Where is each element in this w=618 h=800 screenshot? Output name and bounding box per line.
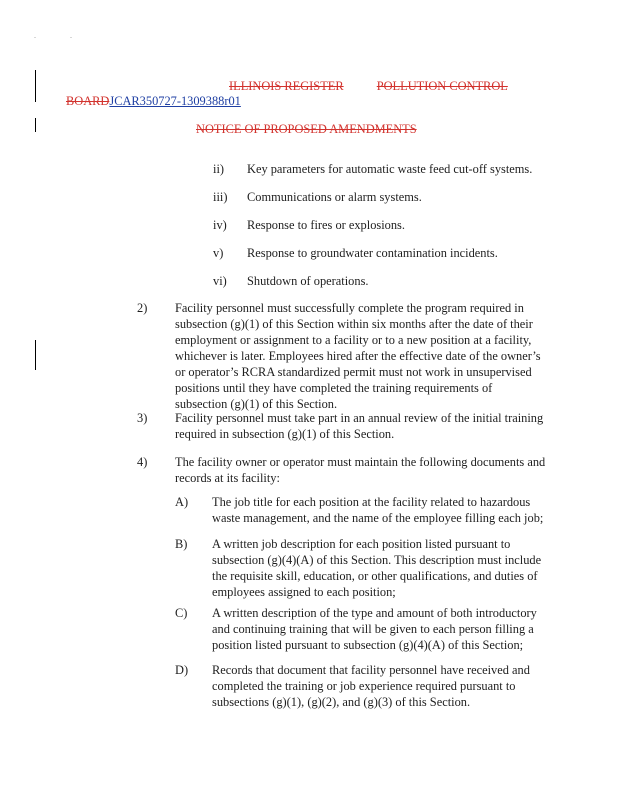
board-line — [66, 93, 241, 109]
register-title: ILLINOIS REGISTER — [229, 79, 344, 93]
jcar-code: JCAR350727-1309388r01 — [109, 94, 241, 108]
board-title-line1: POLLUTION CONTROL — [376, 79, 508, 93]
margin-mark: . — [70, 31, 72, 40]
page-header — [229, 78, 508, 94]
change-bar — [35, 340, 36, 370]
change-bar — [35, 118, 36, 132]
notice-title: NOTICE OF PROPOSED AMENDMENTS — [196, 122, 417, 136]
change-bar — [35, 70, 36, 102]
board-struck: BOARD — [66, 94, 110, 108]
margin-mark: . — [34, 31, 36, 40]
